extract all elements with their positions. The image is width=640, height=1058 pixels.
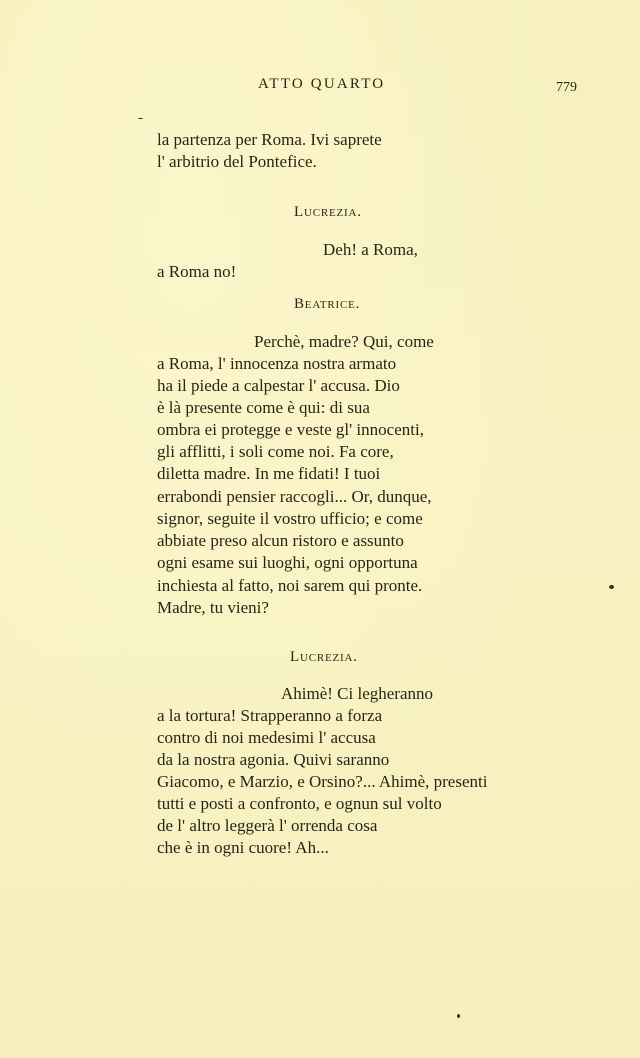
verse-line: signor, seguite il vostro ufficio; e come — [157, 509, 423, 528]
verse-line: ombra ei protegge e veste gl' innocenti, — [157, 420, 424, 439]
ink-speck — [609, 585, 614, 589]
verse-line: a Roma, l' innocenza nostra armato — [157, 354, 397, 373]
verse-line: Deh! a Roma, — [323, 240, 418, 259]
verse-line: ogni esame sui luoghi, ogni opportuna — [157, 553, 418, 572]
verse-line: Madre, tu vieni? — [157, 598, 269, 617]
verse-line: a Roma no! — [157, 262, 237, 281]
verse-line: Ahimè! Ci legheranno — [281, 684, 434, 703]
verse-line: Giacomo, e Marzio, e Orsino?... Ahimè, presenti — [157, 772, 488, 791]
speaker-name: Beatrice. — [294, 296, 361, 312]
verse-line: Perchè, madre? Qui, come — [254, 332, 434, 351]
verse-line: è là presente come è qui: di sua — [157, 398, 370, 417]
speaker-name: Lucrezia. — [294, 204, 362, 220]
verse-line: contro di noi medesimi l' accusa — [157, 728, 376, 747]
running-header: ATTO QUARTO — [258, 76, 386, 92]
ink-speck — [138, 118, 143, 119]
verse-line: abbiate preso alcun ristoro e assunto — [157, 531, 404, 550]
verse-line: ha il piede a calpestar l' accusa. Dio — [157, 376, 400, 395]
verse-line: a la tortura! Strapperanno a forza — [157, 706, 383, 725]
ink-speck — [457, 1014, 460, 1018]
verse-line: da la nostra agonia. Quivi saranno — [157, 750, 390, 769]
verse-line: la partenza per Roma. Ivi saprete — [157, 130, 382, 149]
verse-line: l' arbitrio del Pontefice. — [157, 152, 317, 171]
verse-line: errabondi pensier raccogli... Or, dunque, — [157, 487, 432, 506]
verse-line: tutti e posti a confronto, e ognun sul volto — [157, 794, 442, 813]
page-number: 779 — [556, 80, 577, 95]
verse-line: diletta madre. In me fidati! I tuoi — [157, 464, 381, 483]
verse-line: che è in ogni cuore! Ah... — [157, 838, 329, 857]
verse-line: de l' altro leggerà l' orrenda cosa — [157, 816, 378, 835]
speaker-name: Lucrezia. — [290, 649, 358, 665]
verse-line: gli afflitti, i soli come noi. Fa core, — [157, 442, 394, 461]
verse-line: inchiesta al fatto, noi sarem qui pronte. — [157, 576, 423, 595]
